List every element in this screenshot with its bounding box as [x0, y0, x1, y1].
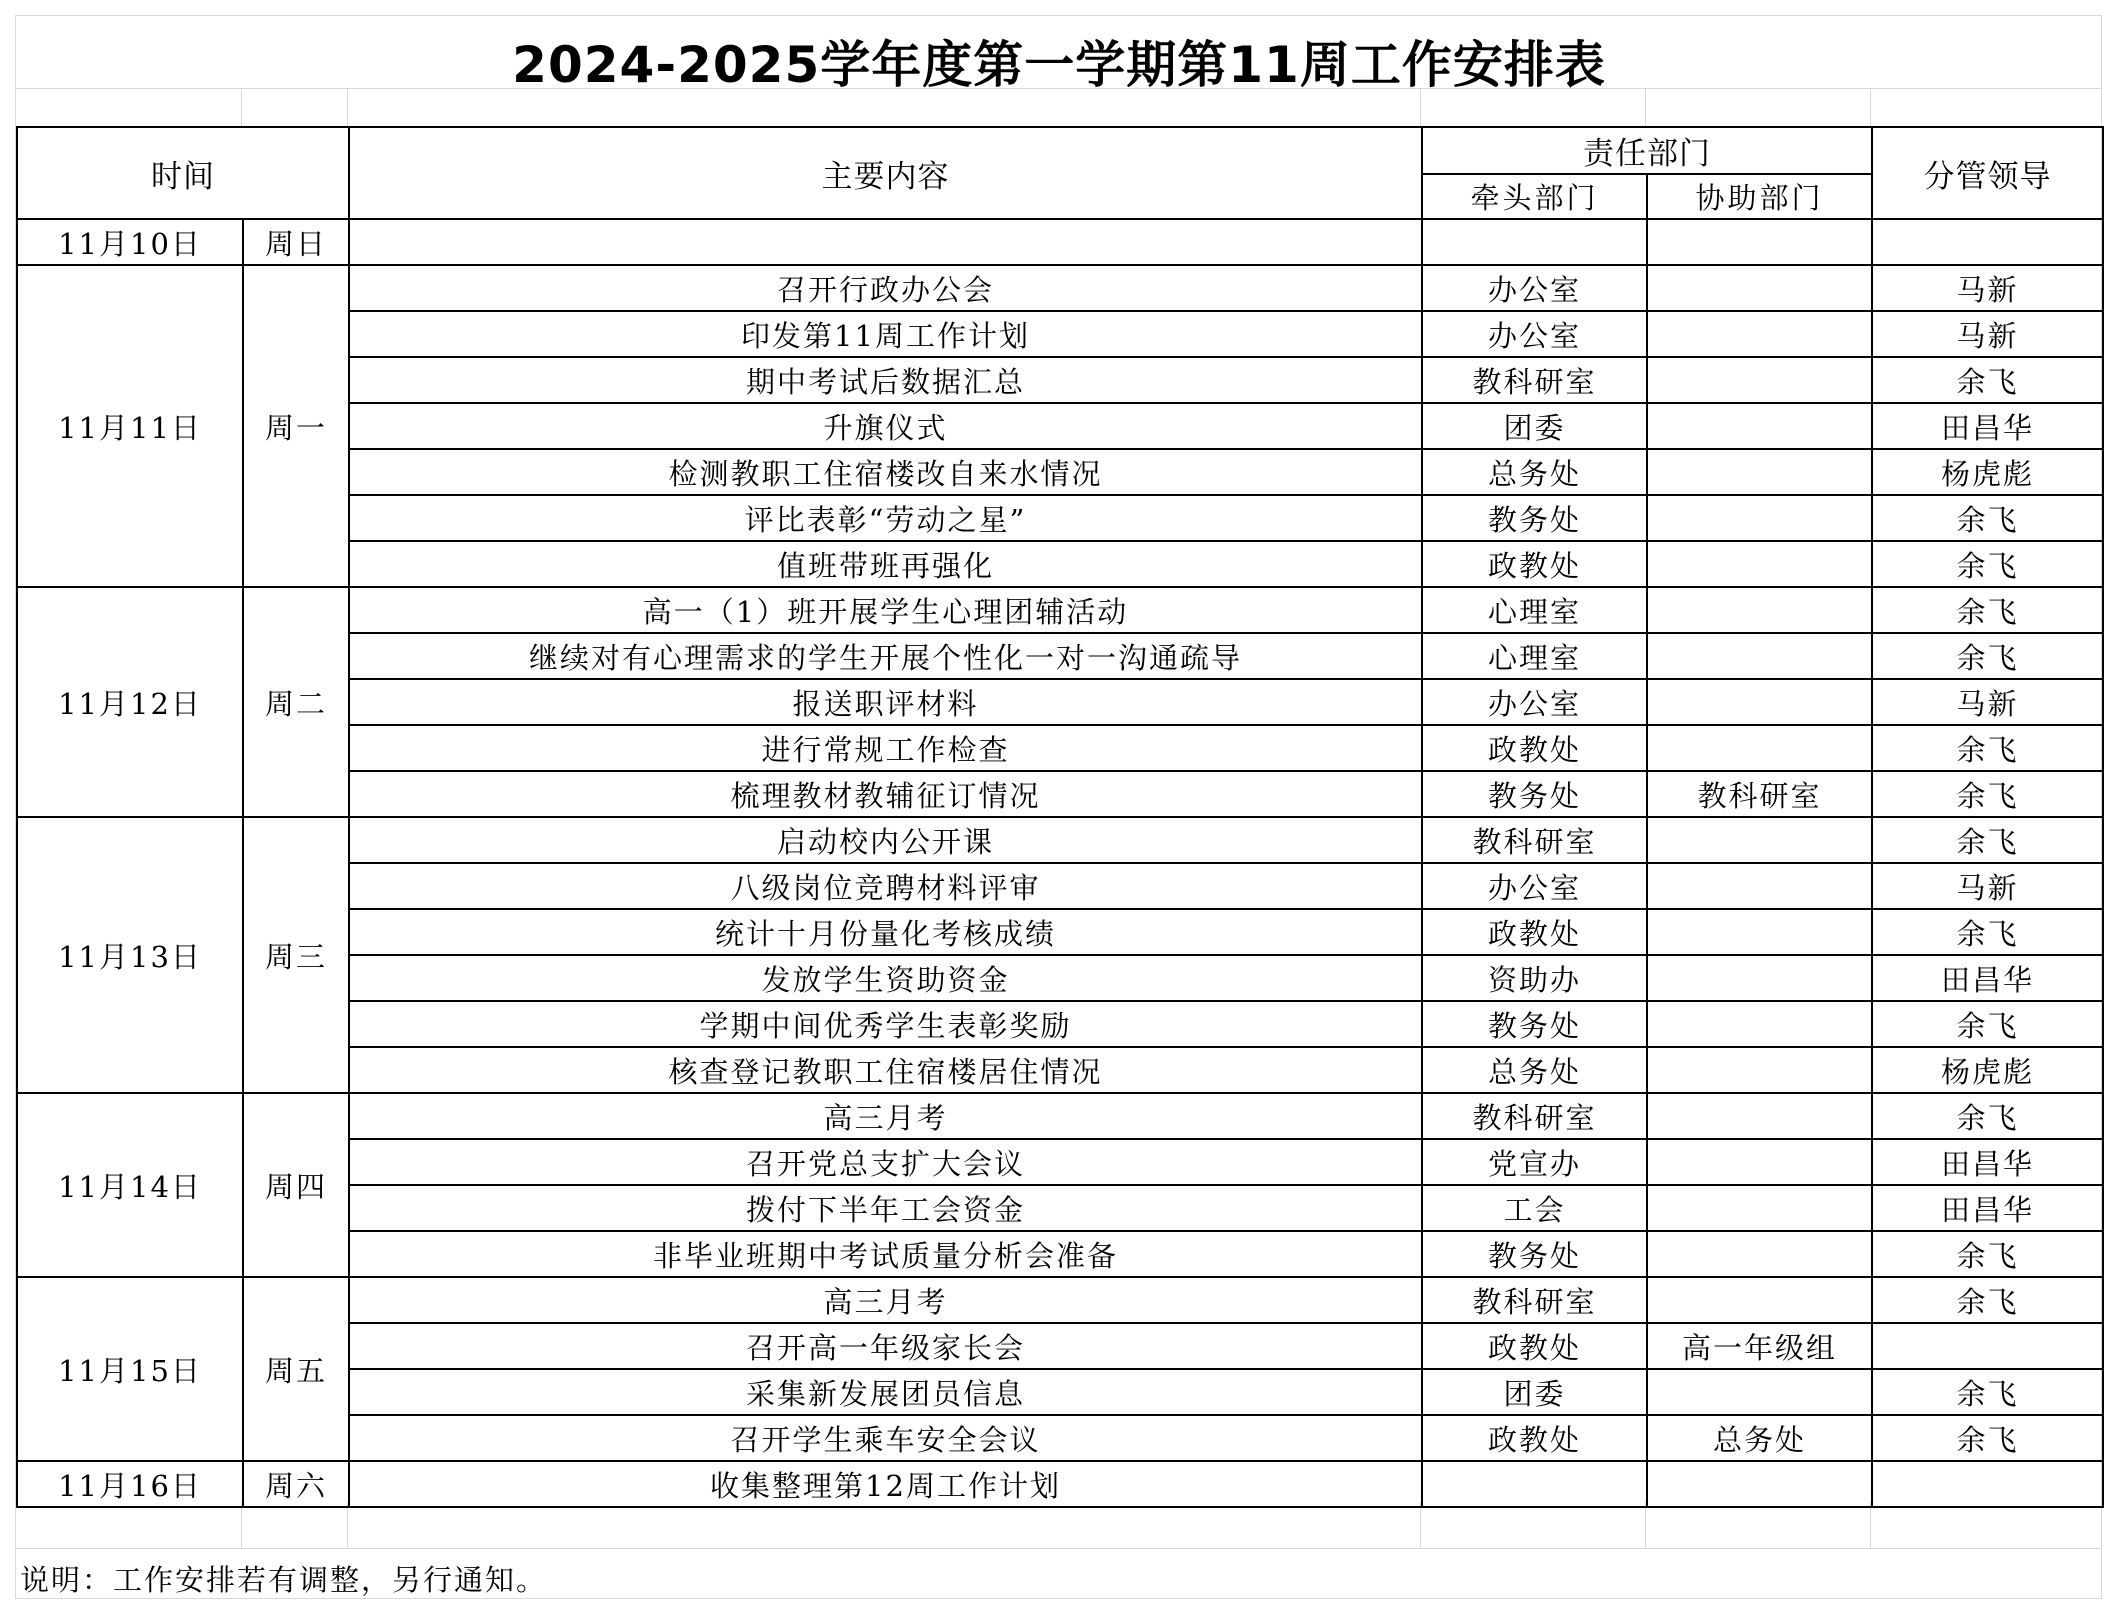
assist-dept-cell — [1647, 357, 1872, 403]
leader-cell: 马新 — [1872, 679, 2103, 725]
lead-dept-cell: 政教处 — [1422, 909, 1647, 955]
lead-dept-cell: 办公室 — [1422, 679, 1647, 725]
content-cell: 采集新发展团员信息 — [349, 1369, 1422, 1415]
header-leader: 分管领导 — [1872, 127, 2103, 219]
content-cell: 非毕业班期中考试质量分析会准备 — [349, 1231, 1422, 1277]
lead-dept-cell — [1422, 1461, 1647, 1507]
lead-dept-cell: 团委 — [1422, 1369, 1647, 1415]
leader-cell: 马新 — [1872, 863, 2103, 909]
assist-dept-cell — [1647, 633, 1872, 679]
grid-line — [15, 1548, 2102, 1549]
lead-dept-cell: 办公室 — [1422, 265, 1647, 311]
lead-dept-cell: 办公室 — [1422, 863, 1647, 909]
content-cell: 升旗仪式 — [349, 403, 1422, 449]
leader-cell: 杨虎彪 — [1872, 1047, 2103, 1093]
schedule-body — [17, 219, 2103, 1507]
table-row — [17, 265, 2103, 311]
leader-cell: 田昌华 — [1872, 1185, 2103, 1231]
date-cell: 11月14日 — [17, 1093, 243, 1277]
content-cell: 召开党总支扩大会议 — [349, 1139, 1422, 1185]
content-cell: 拨付下半年工会资金 — [349, 1185, 1422, 1231]
header-lead-dept: 牵头部门 — [1422, 174, 1647, 219]
content-cell: 报送职评材料 — [349, 679, 1422, 725]
header-dept: 责任部门 — [1422, 127, 1872, 174]
leader-cell: 余飞 — [1872, 495, 2103, 541]
leader-cell: 马新 — [1872, 265, 2103, 311]
content-cell: 八级岗位竞聘材料评审 — [349, 863, 1422, 909]
lead-dept-cell: 教务处 — [1422, 495, 1647, 541]
assist-dept-cell — [1647, 311, 1872, 357]
content-cell: 评比表彰“劳动之星” — [349, 495, 1422, 541]
lead-dept-cell: 办公室 — [1422, 311, 1647, 357]
assist-dept-cell — [1647, 1047, 1872, 1093]
leader-cell: 余飞 — [1872, 357, 2103, 403]
lead-dept-cell: 政教处 — [1422, 541, 1647, 587]
leader-cell: 余飞 — [1872, 725, 2103, 771]
leader-cell: 余飞 — [1872, 1001, 2103, 1047]
leader-cell — [1872, 1461, 2103, 1507]
grid-line — [1870, 1502, 1871, 1548]
grid-line — [1645, 1502, 1646, 1548]
weekday-cell: 周一 — [243, 265, 349, 587]
table-row — [17, 219, 2103, 265]
grid-line — [1420, 1502, 1421, 1548]
assist-dept-cell — [1647, 1139, 1872, 1185]
content-cell: 启动校内公开课 — [349, 817, 1422, 863]
content-cell: 核查登记教职工住宿楼居住情况 — [349, 1047, 1422, 1093]
assist-dept-cell — [1647, 1231, 1872, 1277]
leader-cell: 余飞 — [1872, 771, 2103, 817]
date-cell: 11月11日 — [17, 265, 243, 587]
leader-cell: 余飞 — [1872, 817, 2103, 863]
leader-cell: 余飞 — [1872, 1231, 2103, 1277]
leader-cell: 余飞 — [1872, 633, 2103, 679]
assist-dept-cell — [1647, 909, 1872, 955]
content-cell: 继续对有心理需求的学生开展个性化一对一沟通疏导 — [349, 633, 1422, 679]
date-cell: 11月13日 — [17, 817, 243, 1093]
assist-dept-cell — [1647, 265, 1872, 311]
schedule-table — [16, 126, 2104, 1508]
assist-dept-cell — [1647, 587, 1872, 633]
table-row — [17, 1277, 2103, 1323]
assist-dept-cell — [1647, 495, 1872, 541]
assist-dept-cell — [1647, 403, 1872, 449]
table-row — [17, 1461, 2103, 1507]
content-cell: 发放学生资助资金 — [349, 955, 1422, 1001]
leader-cell: 田昌华 — [1872, 955, 2103, 1001]
lead-dept-cell: 教科研室 — [1422, 1277, 1647, 1323]
content-cell: 高三月考 — [349, 1093, 1422, 1139]
assist-dept-cell — [1647, 725, 1872, 771]
grid-line — [241, 1502, 242, 1548]
lead-dept-cell: 团委 — [1422, 403, 1647, 449]
weekday-cell: 周五 — [243, 1277, 349, 1461]
lead-dept-cell: 政教处 — [1422, 1323, 1647, 1369]
lead-dept-cell: 教务处 — [1422, 1001, 1647, 1047]
assist-dept-cell: 总务处 — [1647, 1415, 1872, 1461]
leader-cell: 余飞 — [1872, 909, 2103, 955]
leader-cell: 余飞 — [1872, 587, 2103, 633]
assist-dept-cell — [1647, 1277, 1872, 1323]
weekday-cell: 周日 — [243, 219, 349, 265]
table-row — [17, 1093, 2103, 1139]
assist-dept-cell — [1647, 1001, 1872, 1047]
content-cell: 梳理教材教辅征订情况 — [349, 771, 1422, 817]
assist-dept-cell — [1647, 1093, 1872, 1139]
lead-dept-cell: 心理室 — [1422, 587, 1647, 633]
lead-dept-cell: 政教处 — [1422, 725, 1647, 771]
content-cell: 召开学生乘车安全会议 — [349, 1415, 1422, 1461]
content-cell: 进行常规工作检查 — [349, 725, 1422, 771]
lead-dept-cell — [1422, 219, 1647, 265]
weekday-cell: 周四 — [243, 1093, 349, 1277]
content-cell: 召开高一年级家长会 — [349, 1323, 1422, 1369]
lead-dept-cell: 资助办 — [1422, 955, 1647, 1001]
grid-line — [347, 1502, 348, 1548]
date-cell: 11月15日 — [17, 1277, 243, 1461]
leader-cell: 余飞 — [1872, 1369, 2103, 1415]
lead-dept-cell: 总务处 — [1422, 449, 1647, 495]
leader-cell: 马新 — [1872, 311, 2103, 357]
content-cell: 收集整理第12周工作计划 — [349, 1461, 1422, 1507]
content-cell: 学期中间优秀学生表彰奖励 — [349, 1001, 1422, 1047]
content-cell — [349, 219, 1422, 265]
header-content: 主要内容 — [349, 127, 1422, 219]
lead-dept-cell: 教务处 — [1422, 771, 1647, 817]
date-cell: 11月16日 — [17, 1461, 243, 1507]
content-cell: 高一（1）班开展学生心理团辅活动 — [349, 587, 1422, 633]
lead-dept-cell: 党宣办 — [1422, 1139, 1647, 1185]
leader-cell — [1872, 1323, 2103, 1369]
leader-cell — [1872, 219, 2103, 265]
leader-cell: 田昌华 — [1872, 403, 2103, 449]
table-row — [17, 587, 2103, 633]
content-cell: 印发第11周工作计划 — [349, 311, 1422, 357]
lead-dept-cell: 总务处 — [1422, 1047, 1647, 1093]
assist-dept-cell — [1647, 541, 1872, 587]
lead-dept-cell: 教务处 — [1422, 1231, 1647, 1277]
content-cell: 召开行政办公会 — [349, 265, 1422, 311]
leader-cell: 余飞 — [1872, 1277, 2103, 1323]
leader-cell: 余飞 — [1872, 1093, 2103, 1139]
assist-dept-cell — [1647, 679, 1872, 725]
weekday-cell: 周二 — [243, 587, 349, 817]
assist-dept-cell — [1647, 219, 1872, 265]
content-cell: 期中考试后数据汇总 — [349, 357, 1422, 403]
date-cell: 11月12日 — [17, 587, 243, 817]
assist-dept-cell — [1647, 863, 1872, 909]
assist-dept-cell: 教科研室 — [1647, 771, 1872, 817]
lead-dept-cell: 教科研室 — [1422, 817, 1647, 863]
lead-dept-cell: 政教处 — [1422, 1415, 1647, 1461]
assist-dept-cell — [1647, 955, 1872, 1001]
assist-dept-cell — [1647, 1369, 1872, 1415]
leader-cell: 杨虎彪 — [1872, 449, 2103, 495]
content-cell: 检测教职工住宿楼改自来水情况 — [349, 449, 1422, 495]
leader-cell: 余飞 — [1872, 541, 2103, 587]
assist-dept-cell — [1647, 1461, 1872, 1507]
leader-cell: 余飞 — [1872, 1415, 2103, 1461]
assist-dept-cell — [1647, 449, 1872, 495]
header-time: 时间 — [17, 127, 349, 219]
weekday-cell: 周六 — [243, 1461, 349, 1507]
page-title: 2024-2025学年度第一学期第11周工作安排表 — [512, 36, 1606, 94]
weekday-cell: 周三 — [243, 817, 349, 1093]
assist-dept-cell — [1647, 1185, 1872, 1231]
assist-dept-cell — [1647, 817, 1872, 863]
leader-cell: 田昌华 — [1872, 1139, 2103, 1185]
table-row — [17, 817, 2103, 863]
header-assist-dept: 协助部门 — [1647, 174, 1872, 219]
content-cell: 高三月考 — [349, 1277, 1422, 1323]
lead-dept-cell: 教科研室 — [1422, 357, 1647, 403]
lead-dept-cell: 教科研室 — [1422, 1093, 1647, 1139]
lead-dept-cell: 心理室 — [1422, 633, 1647, 679]
assist-dept-cell: 高一年级组 — [1647, 1323, 1872, 1369]
content-cell: 值班带班再强化 — [349, 541, 1422, 587]
content-cell: 统计十月份量化考核成绩 — [349, 909, 1422, 955]
date-cell: 11月10日 — [17, 219, 243, 265]
lead-dept-cell: 工会 — [1422, 1185, 1647, 1231]
footnote: 说明：工作安排若有调整，另行通知。 — [20, 1563, 548, 1597]
